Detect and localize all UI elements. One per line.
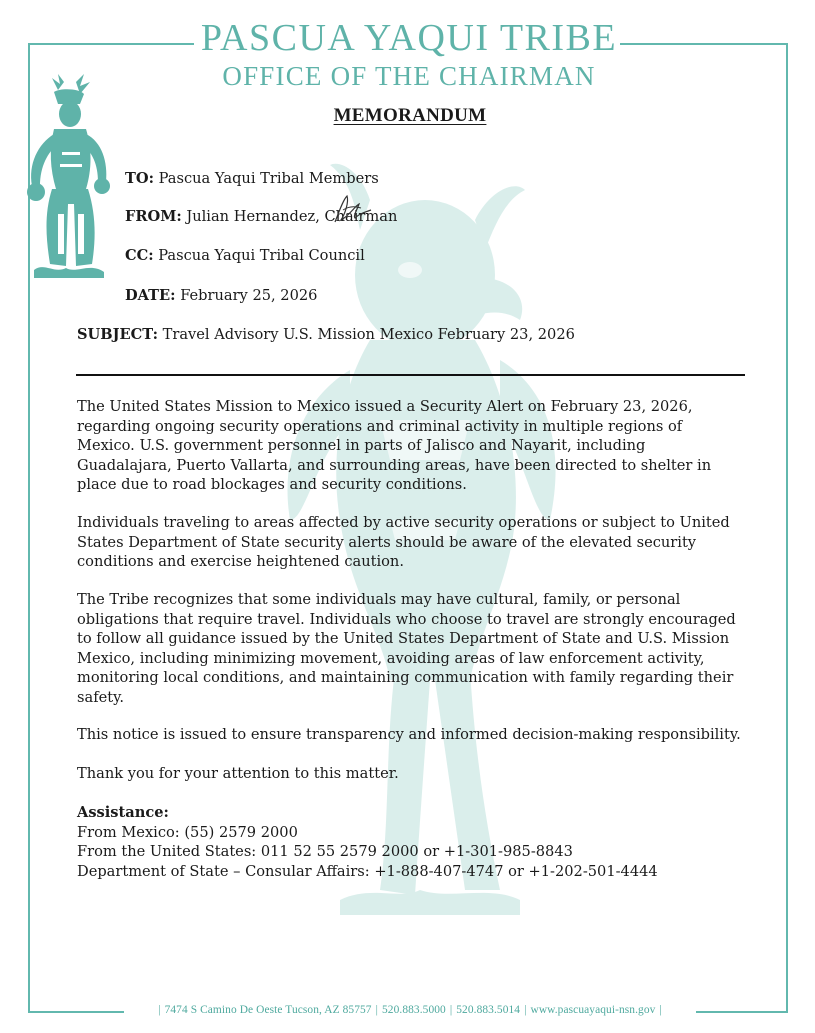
footer-separator: | [449, 1004, 453, 1016]
assistance-line: From Mexico: (55) 2579 2000 [77, 823, 298, 841]
chairman-signature-icon [325, 192, 373, 226]
footer-phone-alt: 520.883.5014 [456, 1004, 521, 1016]
body-paragraph: This notice is issued to ensure transparency and informed decision-making responsibility. [77, 726, 741, 743]
date-field [125, 287, 317, 305]
footer-separator: | [524, 1004, 527, 1016]
cc-label: CC: [125, 247, 154, 264]
office-name: OFFICE OF THE CHAIRMAN [222, 61, 596, 91]
footer-phone-main: 520.883.5000 [382, 1004, 446, 1016]
cc-value: Pascua Yaqui Tribal Council [158, 247, 365, 264]
cc-field [125, 247, 365, 265]
section-divider [76, 374, 745, 376]
footer-contact-bar [124, 1004, 696, 1016]
footer-separator: | [158, 1004, 161, 1016]
to-field [125, 170, 379, 188]
body-paragraph: Thank you for your attention to this matter. [77, 765, 399, 782]
memo-title: MEMORANDUM [333, 105, 487, 126]
footer-separator: | [375, 1004, 378, 1016]
frame-border-right [786, 43, 788, 1013]
body-paragraph: The United States Mission to Mexico issued a Security Alert on February 23, 2026, regarding ongoing security operations and criminal activity in multiple regions of Mexico. U.S. government personnel in parts of Jalisco and Nayarit, including Guadalajara, Puerto Vallarta, and surrounding areas, have been directed to shelter in place due to road blockages and security conditions. [77, 398, 712, 493]
assistance-heading: Assistance: [77, 804, 169, 821]
frame-border-bottom-left [28, 1011, 124, 1013]
body-paragraph: The Tribe recognizes that some individuals may have cultural, family, or personal obligations that require travel. Individuals who choose to travel are strongly encouraged to follow all guidance issued by the United States Department of State and U.S. Mission Mexico, including minimizing movement, avoiding areas of law enforcement activity, monitoring local conditions, and maintaining communication with family regarding their safety. [77, 591, 736, 706]
subject-field [77, 326, 575, 344]
from-label: FROM: [125, 208, 182, 225]
footer-separator: | [659, 1004, 662, 1016]
to-label: TO: [125, 170, 154, 187]
assistance-line: Department of State – Consular Affairs: +1-888-407-4747 or +1-202-501-4444 [77, 862, 658, 880]
body-paragraph: Individuals traveling to areas affected by active security operations or subject to United States Department of State security alerts should be aware of the elevated security conditions and exercise heightened caution. [77, 514, 730, 570]
tribe-name: PASCUA YAQUI TRIBE [200, 17, 618, 59]
footer-address: 7474 S Camino De Oeste Tucson, AZ 85757 [164, 1004, 372, 1016]
date-label: DATE: [125, 287, 176, 304]
from-value: Julian Hernandez, Chairman [186, 208, 398, 225]
assistance-line: From the United States: 011 52 55 2579 2000 or +1-301-985-8843 [77, 843, 573, 860]
assistance-section [77, 803, 658, 881]
footer-website-link[interactable]: www.pascuayaqui-nsn.gov [530, 1004, 656, 1016]
to-value: Pascua Yaqui Tribal Members [158, 170, 379, 187]
frame-border-bottom-right [696, 1011, 788, 1013]
subject-value: Travel Advisory U.S. Mission Mexico February 23, 2026 [162, 326, 575, 343]
subject-label: SUBJECT: [77, 326, 158, 343]
letterhead [0, 18, 815, 92]
date-value: February 25, 2026 [180, 287, 318, 304]
